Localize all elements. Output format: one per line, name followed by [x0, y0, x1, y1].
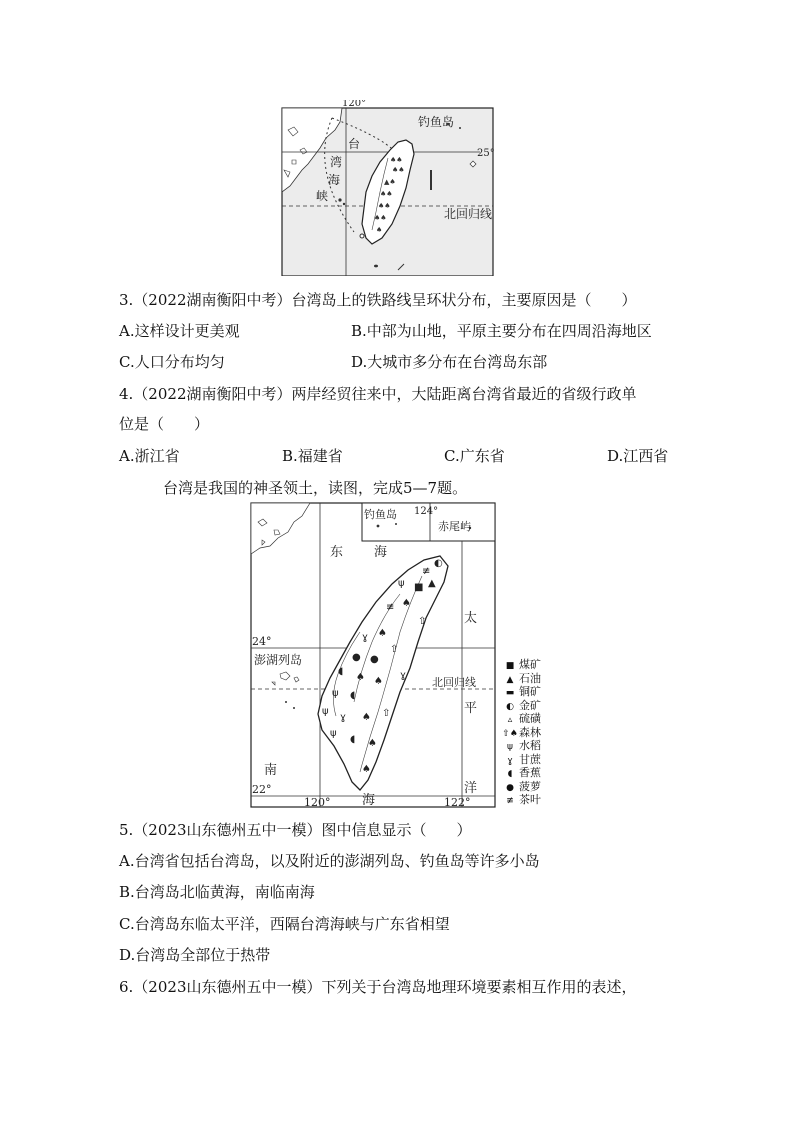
legend-label: 香蕉 [519, 766, 541, 779]
svg-text:ψ: ψ [330, 728, 337, 739]
intro-text: 台湾是我国的神圣领土，读图，完成5—7题。 [163, 479, 468, 497]
tropic-label: 北回归线 [444, 207, 493, 221]
taiwan-resource-map [250, 502, 496, 808]
legend-item [501, 658, 561, 672]
legend-symbol-icon: ≢ [506, 796, 514, 806]
svg-text:▲: ▲ [428, 578, 436, 589]
svg-text:■: ■ [414, 582, 424, 593]
chiwei-label: 赤尾屿 [438, 520, 471, 533]
lon124-label: 124° [414, 506, 439, 517]
legend-label: 金矿 [519, 698, 541, 712]
pacific-char-2: 平 [464, 701, 478, 716]
east-sea-char-1: 东 [330, 545, 344, 560]
diaoyu-label: 钓鱼岛 [418, 115, 455, 129]
svg-text:♠♠: ♠♠ [374, 214, 387, 222]
legend-item [501, 672, 561, 686]
question-4-option-c: C.广东省 [444, 447, 505, 465]
question-6-stem: 6.（2023山东德州五中一模）下列关于台湾岛地理环境要素相互作用的表述， [119, 978, 637, 996]
lon122-label: 122° [444, 796, 471, 808]
legend-item [501, 685, 561, 699]
svg-text:ɣ: ɣ [340, 712, 346, 723]
legend-label: 硫磺 [519, 712, 541, 725]
legend-symbol-icon: ψ [507, 742, 513, 752]
legend-item [501, 699, 561, 713]
lat22-label: 22° [252, 783, 272, 796]
lat-label: 25° [477, 148, 495, 159]
svg-text:▲♠: ▲♠ [384, 178, 396, 186]
legend-label: 菠萝 [519, 779, 541, 793]
legend-label: 石油 [519, 671, 541, 685]
svg-text:◖: ◖ [350, 734, 356, 745]
legend-item [501, 712, 561, 726]
svg-text:♠: ♠ [356, 672, 365, 683]
svg-text:◖: ◖ [350, 690, 356, 701]
south-sea-char-2: 海 [362, 793, 376, 808]
svg-text:♠: ♠ [362, 764, 371, 775]
strait-char-4: 峡 [316, 189, 329, 203]
lon-label: 120° [342, 100, 367, 109]
question-3-stem: 3.（2022湖南衡阳中考）台湾岛上的铁路线呈环状分布，主要原因是（ ） [119, 291, 637, 309]
taiwan-strait-map [280, 100, 495, 276]
legend-label: 铜矿 [519, 685, 541, 698]
pacific-char-1: 太 [464, 611, 478, 626]
legend-item [501, 753, 561, 767]
question-3-option-a: A.这样设计更美观 [119, 322, 240, 340]
legend-symbol-icon: ● [506, 782, 514, 793]
map2-tropic-label: 北回归线 [432, 676, 476, 689]
svg-text:ɣ: ɣ [362, 632, 368, 643]
strait-char-2: 湾 [330, 155, 343, 169]
svg-text:⇧: ⇧ [382, 708, 391, 719]
svg-text:●: ● [352, 652, 361, 663]
legend-item [501, 793, 561, 807]
lon120-label: 120° [304, 796, 331, 808]
legend-symbol-icon: ⇧♠ [502, 728, 518, 739]
svg-text:⇧: ⇧ [418, 616, 427, 627]
legend-item [501, 739, 561, 753]
svg-text:♠: ♠ [378, 628, 387, 639]
question-4-option-b: B.福建省 [282, 447, 343, 465]
inset-diaoyu-label: 钓鱼岛 [364, 508, 397, 521]
south-sea-char-1: 南 [264, 763, 278, 778]
question-5-option-b: B.台湾岛北临黄海，南临南海 [119, 883, 315, 901]
svg-text:≢: ≢ [386, 602, 395, 613]
svg-text:●: ● [370, 654, 379, 665]
question-4-option-d: D.江西省 [607, 447, 669, 465]
question-4-stem-line2: 位是（ ） [119, 415, 210, 433]
svg-text:≢: ≢ [422, 566, 431, 577]
legend-symbol-icon: ◖ [507, 769, 513, 779]
legend-symbol-icon: ▬ [505, 688, 515, 698]
legend-label: 甘蔗 [519, 752, 541, 766]
legend-item [501, 766, 561, 780]
question-3-option-b: B.中部为山地，平原主要分布在四周沿海地区 [351, 322, 652, 340]
map-legend [501, 658, 561, 807]
question-3-option-c: C.人口分布均匀 [119, 353, 225, 371]
legend-item [501, 780, 561, 794]
legend-symbol-icon: ◐ [506, 701, 514, 712]
svg-text:ψ: ψ [398, 578, 405, 589]
pacific-char-3: 洋 [464, 781, 478, 796]
question-3-option-d: D.大城市多分布在台湾岛东部 [351, 353, 548, 371]
svg-text:◐: ◐ [434, 558, 443, 569]
svg-text:♠: ♠ [376, 226, 383, 234]
strait-char-3: 海 [328, 173, 341, 187]
svg-text:♠♠: ♠♠ [380, 190, 393, 198]
svg-text:⇧: ⇧ [390, 644, 399, 655]
legend-symbol-icon: ▲ [506, 674, 514, 685]
strait-char-1: 台 [348, 137, 361, 151]
legend-symbol-icon: ɣ [507, 755, 513, 766]
question-4-stem-line1: 4.（2022湖南衡阳中考）两岸经贸往来中，大陆距离台湾省最近的省级行政单 [119, 385, 637, 403]
svg-text:♠: ♠ [362, 712, 371, 723]
svg-text:♠♠: ♠♠ [392, 166, 405, 174]
legend-symbol-icon: ■ [505, 661, 515, 671]
question-5-option-d: D.台湾岛全部位于热带 [119, 946, 271, 964]
question-5-option-c: C.台湾岛东临太平洋，西隔台湾海峡与广东省相望 [119, 915, 450, 933]
question-5-option-a: A.台湾省包括台湾岛，以及附近的澎湖列岛、钓鱼岛等许多小岛 [119, 852, 540, 870]
svg-text:♠♠: ♠♠ [378, 202, 391, 210]
svg-text:♠: ♠ [402, 598, 411, 609]
east-sea-char-2: 海 [374, 545, 388, 560]
svg-text:ɣ: ɣ [400, 670, 406, 681]
legend-symbol-icon: ▵ [507, 715, 513, 725]
lat24-label: 24° [252, 635, 272, 648]
legend-label: 森林 [519, 725, 541, 739]
legend-item [501, 726, 561, 740]
question-4-option-a: A.浙江省 [119, 447, 180, 465]
legend-label: 水稻 [519, 739, 541, 752]
legend-label: 煤矿 [519, 658, 541, 671]
question-5-stem: 5.（2023山东德州五中一模）图中信息显示（ ） [119, 821, 472, 839]
svg-text:♠: ♠ [368, 738, 377, 749]
svg-text:ψ: ψ [332, 688, 339, 699]
svg-text:♠♠: ♠♠ [390, 156, 403, 164]
svg-text:♠: ♠ [374, 676, 383, 687]
penghu-label: 澎湖列岛 [254, 653, 303, 667]
svg-text:◖: ◖ [338, 666, 344, 677]
svg-text:ψ: ψ [322, 706, 329, 717]
legend-label: 茶叶 [519, 793, 541, 806]
